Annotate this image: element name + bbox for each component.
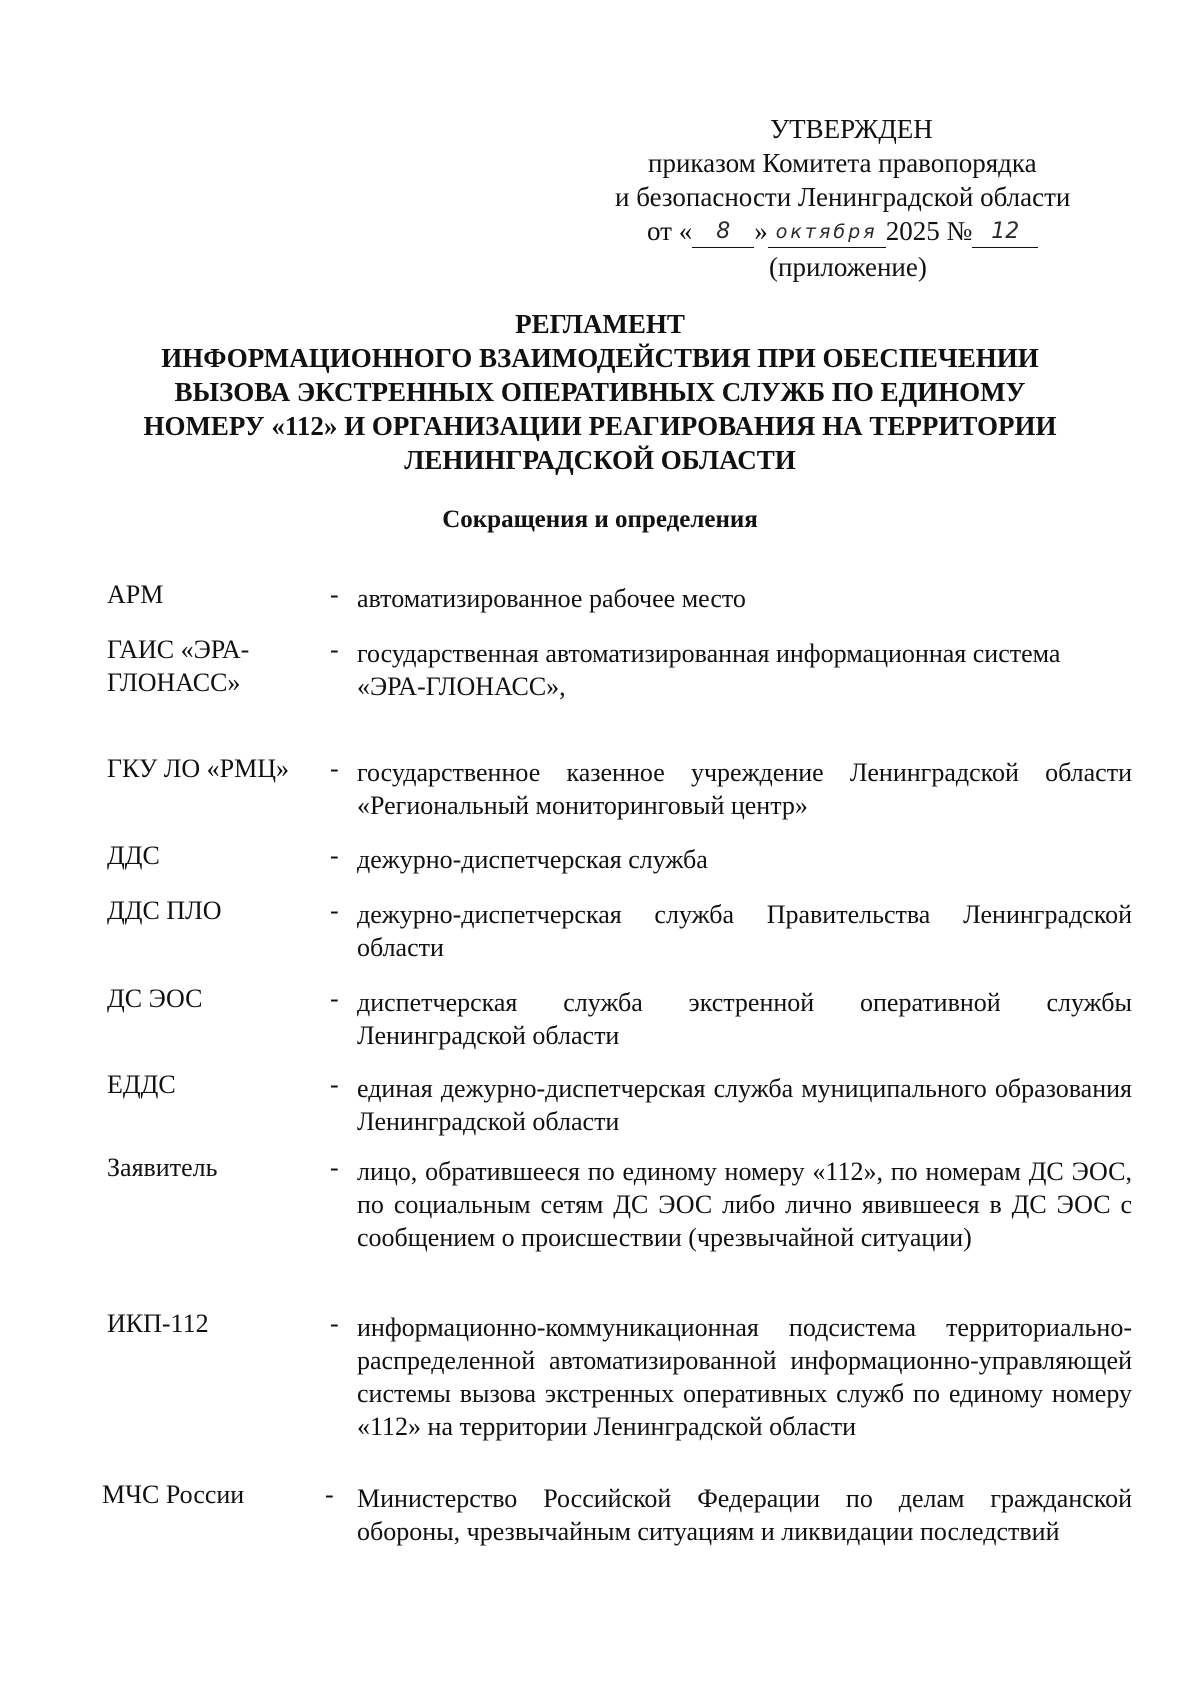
approval-heading: УТВЕРЖДЕН <box>770 114 933 144</box>
date-day-handwritten: 8 <box>692 219 754 248</box>
definition-text: государственное казенное учреждение Ленинградской области «Региональный мониторинговый центр» <box>357 758 1132 820</box>
definition-text: лицо, обратившееся по единому номеру «112», по номерам ДС ЭОС, по социальным сетям ДС ЭОС либо лично явившееся в ДС ЭОС с сообщением о происшествии (чрезвычайной ситуации) <box>357 1157 1132 1252</box>
order-number-handwritten: 12 <box>972 219 1038 248</box>
definition-term: ДС ЭОС <box>107 984 203 1013</box>
definition-dash: - <box>330 841 339 870</box>
definition-term: ГКУ ЛО «РМЦ» <box>107 754 290 783</box>
title-line: ВЫЗОВА ЭКСТРЕННЫХ ОПЕРАТИВНЫХ СЛУЖБ ПО ЕДИНОМУ <box>174 377 1026 407</box>
date-month-handwritten: октября <box>768 219 886 248</box>
definition-text: единая дежурно-диспетчерская служба муниципального образования Ленинградской области <box>357 1074 1132 1136</box>
title-line: НОМЕРУ «112» И ОРГАНИЗАЦИИ РЕАГИРОВАНИЯ НА ТЕРРИТОРИИ <box>143 411 1057 441</box>
definition-term: АРМ <box>107 580 164 609</box>
definition-term: ЕДДС <box>107 1070 176 1099</box>
date-year: 2025 № <box>885 216 973 246</box>
definition-term: ДДС <box>107 841 160 870</box>
approval-committee-line: и безопасности Ленинградской области <box>615 182 1071 212</box>
definition-dash: - <box>330 984 339 1013</box>
definition-term: МЧС России <box>102 1480 245 1509</box>
definition-text: государственная автоматизированная информационная система «ЭРА-ГЛОНАСС», <box>357 639 1061 701</box>
date-prefix: от « <box>647 216 693 246</box>
definition-term: Заявитель <box>107 1153 218 1182</box>
definition-text: Министерство Российской Федерации по делам гражданской обороны, чрезвычайным ситуациям и ликвидации последствий <box>357 1484 1132 1546</box>
definition-dash: - <box>330 1153 339 1182</box>
definition-dash: - <box>330 1309 339 1338</box>
document-title <box>100 307 1100 477</box>
approval-appendix-note: (приложение) <box>769 252 927 282</box>
definition-dash: - <box>330 754 339 783</box>
approval-order-line: приказом Комитета правопорядка <box>648 148 1037 178</box>
definition-dash: - <box>330 580 339 609</box>
title-line: РЕГЛАМЕНТ <box>515 309 685 339</box>
definition-dash: - <box>330 1070 339 1099</box>
definition-term: ДДС ПЛО <box>107 896 222 925</box>
definition-text: информационно-коммуникационная подсистема территориально-распределенной автоматизированной информационно-управляющей системы вызова экстренных оперативных служб по единому номеру «112» на территории Ленинградской области <box>357 1313 1132 1441</box>
section-subtitle: Сокращения и определения <box>442 506 758 533</box>
definition-dash: - <box>330 896 339 925</box>
definition-dash: - <box>330 635 339 664</box>
definition-text: дежурно-диспетчерская служба <box>357 845 708 874</box>
definition-term: ГАИС «ЭРА-ГЛОНАСС» <box>107 635 250 697</box>
definition-text: автоматизированное рабочее место <box>357 584 746 613</box>
definition-dash: - <box>325 1480 334 1509</box>
definition-term: ИКП-112 <box>107 1309 209 1338</box>
date-mid: » <box>754 216 768 246</box>
title-line: ЛЕНИНГРАДСКОЙ ОБЛАСТИ <box>404 445 796 475</box>
approval-date-line <box>600 214 1120 250</box>
title-line: ИНФОРМАЦИОННОГО ВЗАИМОДЕЙСТВИЯ ПРИ ОБЕСПЕЧЕНИИ <box>161 343 1039 373</box>
definition-text: дежурно-диспетчерская служба Правительства Ленинградской области <box>357 900 1132 962</box>
definition-text: диспетчерская служба экстренной оперативной службы Ленинградской области <box>357 988 1132 1050</box>
approval-block <box>600 112 1120 284</box>
